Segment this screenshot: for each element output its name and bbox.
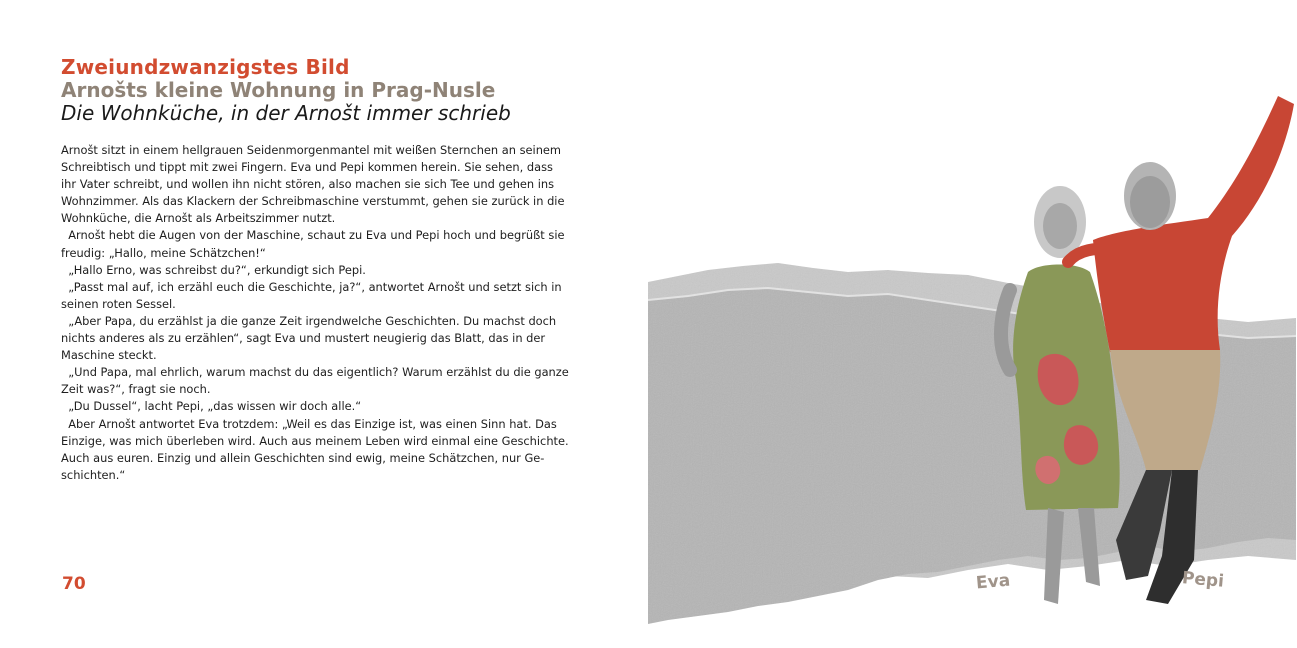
label-eva: Eva: [975, 570, 1011, 594]
text-line: ihr Vater schreibt, und wollen ihn nicht stören, also machen sie sich Tee und gehen ins: [61, 177, 555, 192]
left-page: [0, 0, 648, 648]
text-line: Auch aus euren. Einzig und allein Geschichten sind ewig, meine Schätzchen, nur Ge-: [61, 450, 545, 465]
text-line: seinen roten Sessel.: [61, 296, 176, 311]
right-page-illustration: [648, 0, 1296, 648]
text-line: „Du Dussel“, lacht Pepi, „das wissen wir doch alle.“: [61, 399, 362, 414]
text-line: Wohnzimmer. Als das Klackern der Schreibmaschine verstummt, gehen sie zurück in die: [61, 194, 565, 209]
text-line: nichts anderes als zu erzählen“, sagt Eva und mustert neugierig das Blatt, das in der: [61, 331, 546, 346]
chapter-title: Zweiundzwanzigstes Bild: [61, 55, 350, 79]
text-line: „Und Papa, mal ehrlich, warum machst du das eigentlich? Warum erzählst du die ganze: [61, 365, 569, 380]
text-line: schichten.“: [61, 467, 126, 482]
chapter-location: Arnošts kleine Wohnung in Prag-Nusle: [61, 78, 496, 102]
text-line: Arnošt sitzt in einem hellgrauen Seidenmorgenmantel mit weißen Sternchen an seinem: [61, 143, 562, 157]
text-line: „Passt mal auf, ich erzähl euch die Geschichte, ja?“, antwortet Arnošt und setzt sich in: [61, 279, 562, 294]
label-pepi: Pepi: [1181, 568, 1225, 592]
text-line: Einzige, was mich überleben wird. Auch aus meinem Leben wird einmal eine Geschichte.: [61, 433, 569, 448]
text-line: Arnošt hebt die Augen von der Maschine, schaut zu Eva und Pepi hoch und begrüßt sie: [61, 228, 565, 243]
text-line: „Hallo Erno, was schreibst du?“, erkundigt sich Pepi.: [61, 262, 366, 277]
chapter-scene: Die Wohnküche, in der Arnošt immer schrieb: [61, 101, 511, 125]
text-line: Aber Arnošt antwortet Eva trotzdem: „Weil es das Einzige ist, was einen Sinn hat. Das: [61, 416, 557, 431]
text-line: Schreibtisch und tippt mit zwei Fingern. Eva und Pepi kommen herein. Sie sehen, dass: [61, 160, 553, 175]
text-line: Zeit was?“, fragt sie noch.: [61, 382, 211, 397]
text-line: Maschine steckt.: [61, 348, 157, 363]
text-line: „Aber Papa, du erzählst ja die ganze Zeit irgendwelche Geschichten. Du machst doch: [61, 313, 557, 328]
text-line: Wohnküche, die Arnošt als Arbeitszimmer nutzt.: [61, 211, 336, 226]
figures-illustration: [648, 0, 1296, 648]
text-line: freudig: „Hallo, meine Schätzchen!“: [61, 245, 266, 260]
page-number: 70: [62, 574, 86, 594]
story-text: [61, 142, 579, 484]
